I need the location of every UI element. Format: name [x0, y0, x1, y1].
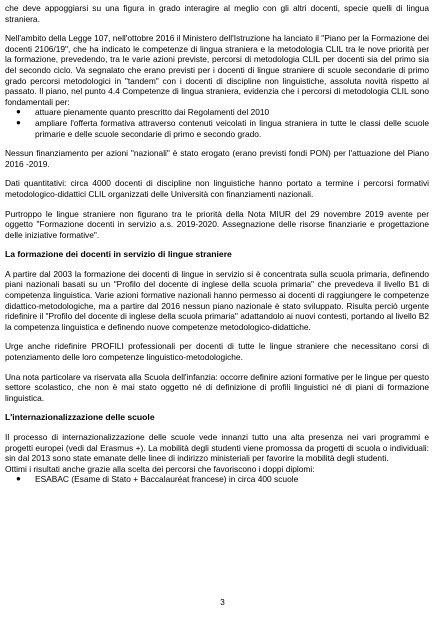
paragraph-intro-continuation: che deve appoggiarsi su una figura in grado interagire al meglio con gli altri docenti, specie quelli di lingua straniera.	[5, 3, 429, 24]
paragraph-dati-quantitativi: Dati quantitativi: circa 4000 docenti di discipline non linguistiche hanno portato a termine i percorsi formativi metodologico-didattici CLIL organizzati delle Università con finanziamenti nazionali.	[5, 178, 429, 199]
bullet-icon: ●	[16, 107, 21, 117]
list-item	[5, 474, 429, 485]
paragraph-profili: Urge anche ridefinire PROFILI professionali per docenti di tutte le lingue straniere che necessitano corsi di potenziamento delle loro competenze linguistico-metodologiche.	[5, 341, 429, 363]
list-item-text: attuare pienamente quanto prescritto dai Regolamenti del 2010	[35, 107, 270, 118]
list-item-text: ampliare l'offerta formativa attraverso contenuti veicolati in lingua straniera in tutte le classi delle scuole primarie e delle scuole secondarie di primo e secondo grado.	[35, 117, 429, 139]
list-item	[5, 118, 429, 139]
diplomi-list	[5, 474, 429, 485]
paragraph-formazione-primaria: A partire dal 2003 la formazione dei docenti di lingue in servizio si è concentrata sulla scuola primaria, definendo piani nazionali basati su un "Profilo del docente di inglese della scuola primaria" che prevedeva il livello B1 di competenza linguistica. Varie azioni formative nazionali hanno permesso ai docenti di raggiungere le competenze didattico-metodologiche, ma a partire dal 2016 nessun piano nazionale è stato sviluppato. Risulta perciò urgente ridefinire il "Profilo del docente di inglese della scuola primaria" adattandolo ai nuovi contesti, portando al livello B2 la competenza linguistica e definendo nuove competenze metodologico-didattiche.	[5, 268, 429, 332]
bullet-icon: ●	[16, 474, 21, 484]
list-item	[5, 107, 429, 118]
section-heading-formazione: La formazione dei docenti in servizio di lingue straniere	[5, 249, 232, 260]
bullet-icon: ●	[16, 117, 21, 127]
paragraph-infanzia: Una nota particolare va riservata alla Scuola dell'infanzia: occorre definire azioni formative per le lingue per questo settore scolastico, che non è mai stato oggetto né di definizione di profili linguistici né di piani di formazione linguistica.	[5, 371, 429, 403]
paragraph-legge-107: Nell'ambito della Legge 107, nell'ottobre 2016 il Ministero dell'Istruzione ha lanciato il "Piano per la Formazione dei docenti 2106/19", che ha indicato le competenze di lingua straniera e la metodologia CLIL tra le nove priorità per la formazione, prevedendo, tra le varie azioni previste, percorsi di metodologia CLIL per docenti sia del primo sia del secondo ciclo. Va segnalato che erano previsti per i docenti di lingue straniere di scuole secondarie di primo grado percorsi metodologici in "tandem" con i docenti di discipline non linguistiche, assoluta novità rispetto al passato. Il piano, nel punto 4.4 Competenze di lingua straniera, evidenzia che i percorsi di metodologia CLIL sono fondamentali per:	[5, 33, 429, 107]
paragraph-internazionalizzazione: Il processo di internazionalizzazione delle scuole vede innanzi tutto una alta presenza nei vari programmi e progetti europei (vedi dal Erasmus +). La mobilità degli studenti viene promossa da progetti di scuola o individuali: sin dal 2013 sono state emanate delle linee di indirizzo ministeriali per favorire la mobilità degli studenti.	[5, 432, 429, 464]
paragraph-finanziamento: Nessun finanziamento per azioni "nazionali" è stato erogato (erano previsti fondi PON) per l'attuazione del Piano 2016 -2019.	[5, 148, 429, 169]
paragraph-nota-miur: Purtroppo le lingue straniere non figurano tra le priorità della Nota MIUR del 29 novembre 2019 avente per oggetto "Formazione docenti in servizio a.s. 2019-2020. Assegnazione delle risorse finanziarie e progettazione delle iniziative formative".	[5, 208, 429, 240]
section-heading-internazionalizzazione: L'internazionalizzazione delle scuole	[5, 412, 155, 423]
clil-goals-list	[5, 107, 429, 139]
list-item-text: ESABAC (Esame di Stato + Baccalauréat francese) in circa 400 scuole	[35, 474, 299, 485]
paragraph-doppi-diplomi: Ottimi i risultati anche grazie alla scelta dei percorsi che favoriscono i doppi diplomi:	[5, 463, 315, 474]
page-number: 3	[220, 597, 225, 607]
